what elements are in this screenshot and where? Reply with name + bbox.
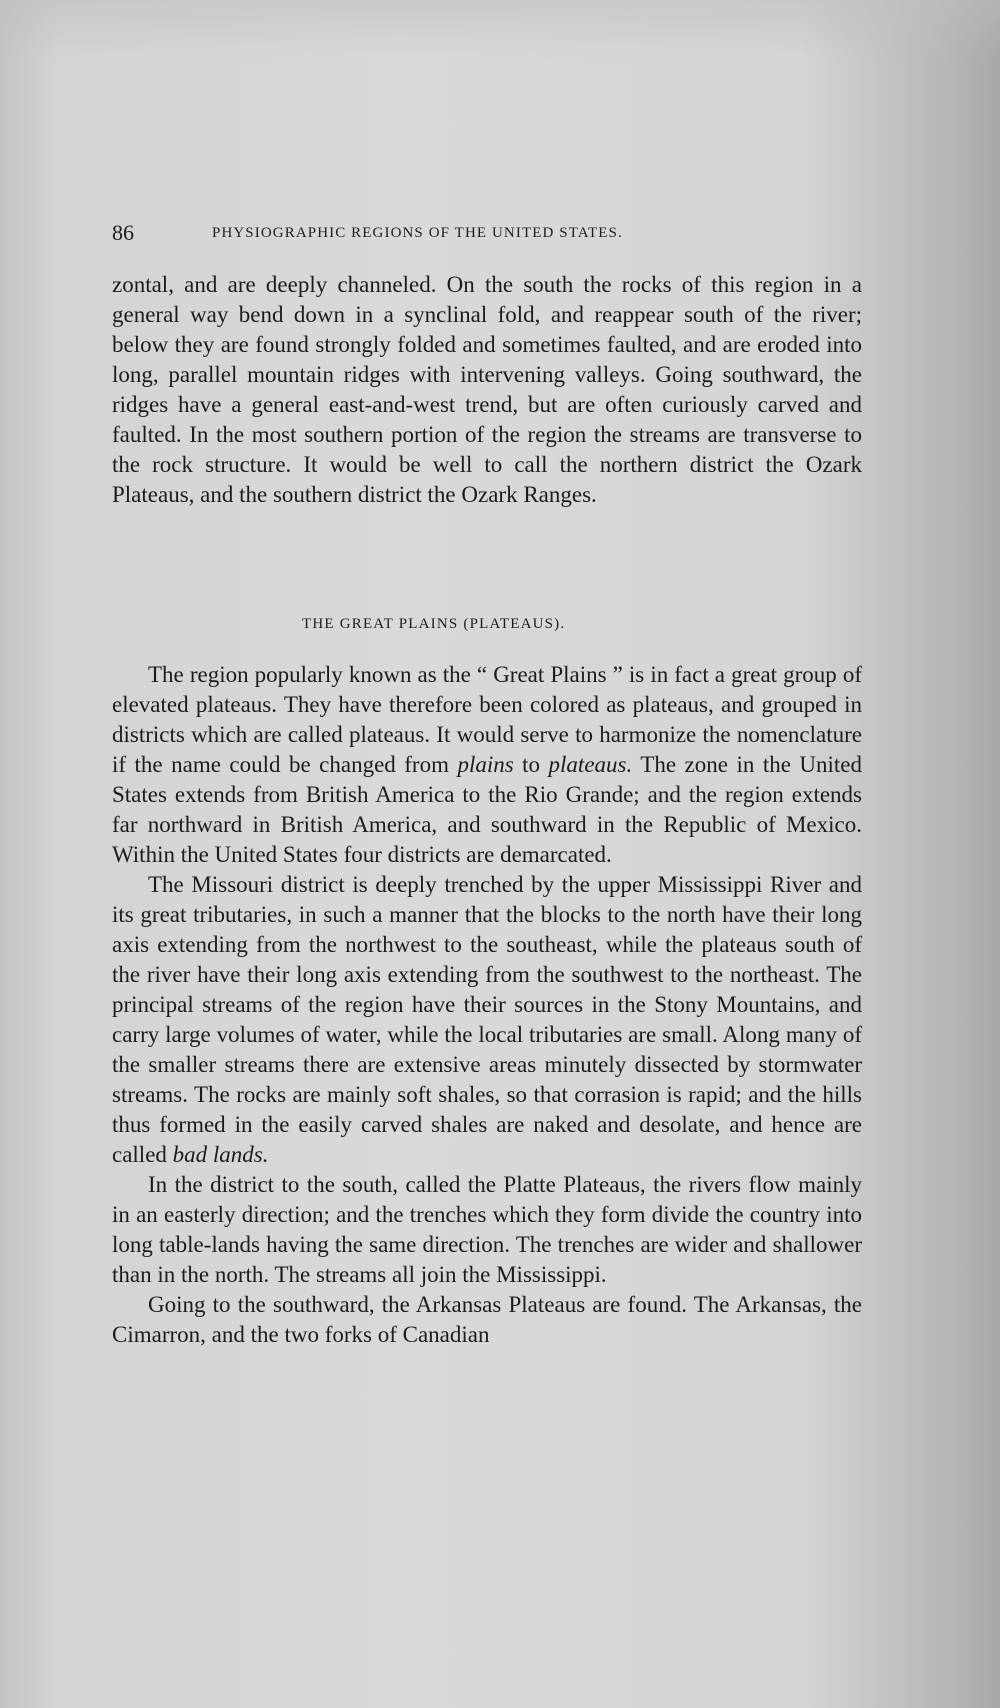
paragraph-text: to [513, 752, 549, 777]
page-number: 86 [112, 220, 134, 245]
paragraph-platte-plateaus: In the district to the south, called the Platte Plateaus, the rivers flow mainly in an easterly direction; and the trenches which they form divide the country into long table-lands having the same direction. The trenches are wider and shallower than in the north. The streams all join the Mississippi. [112, 1172, 862, 1287]
section-heading: THE GREAT PLAINS (PLATEAUS). [302, 616, 566, 632]
paragraph-arkansas-plateaus: Going to the southward, the Arkansas Plateaus are found. The Arkansas, the Cimarron, and the two forks of Canadian [112, 1292, 862, 1347]
paragraph-continuation: zontal, and are deeply channeled. On the south the rocks of this region in a general way bend down in a synclinal fold, and reappear south of the river; below they are found strongly folded and sometimes faulted, and are eroded into long, parallel mountain ridges with intervening valleys. Going southward, the ridges have a general east-and-west trend, but are often curiously carved and faulted. In the most southern portion of the region the streams are transverse to the rock structure. It would be well to call the northern district the Ozark Plateaus, and the southern district the Ozark Ranges. [112, 272, 862, 507]
running-head: PHYSIOGRAPHIC REGIONS OF THE UNITED STATES. [212, 225, 623, 241]
paragraph-great-plains-intro [112, 660, 862, 870]
page-shadow [0, 0, 1000, 60]
paragraph-text: The Missouri district is deeply trenched by the upper Mississippi River and its great tributaries, in such a manner that the blocks to the north have their long axis extending from the northwest to the southeast, while the plateaus south of the river have their long axis extending from the southwest to the northeast. The principal streams of the region have their sources in the Stony Mountains, and carry large volumes of water, while the local tributaries are small. Along many of the smaller streams there are extensive areas minutely dissected by stormwater streams. The rocks are mainly soft shales, so that corrasion is rapid; and the hills thus formed in the easily carved shales are naked and desolate, and hence are called [112, 872, 862, 1167]
text-block-continuation [112, 270, 862, 510]
paragraph-text: The region popularly known as the “ Great Plains ” is in fact a great group of elevated plateaus. They have therefore been colored as plateaus, and grouped in districts which are called plateaus. It would serve to harmonize the nomenclature if the name could be changed from [112, 662, 862, 777]
paragraph-missouri-district [112, 870, 862, 1170]
emphasis-bad-lands: bad lands. [172, 1142, 269, 1167]
text-block-great-plains [112, 660, 862, 1350]
emphasis-plateaus: plateaus. [548, 752, 633, 777]
page-header [112, 218, 852, 248]
emphasis-plains: plains [457, 752, 514, 777]
paragraph-text: The zone in the United States extends from British America to the Rio Grande; and the region extends far northward in British America, and southward in the Republic of Mexico. Within the United States four districts are demarcated. [112, 752, 862, 867]
